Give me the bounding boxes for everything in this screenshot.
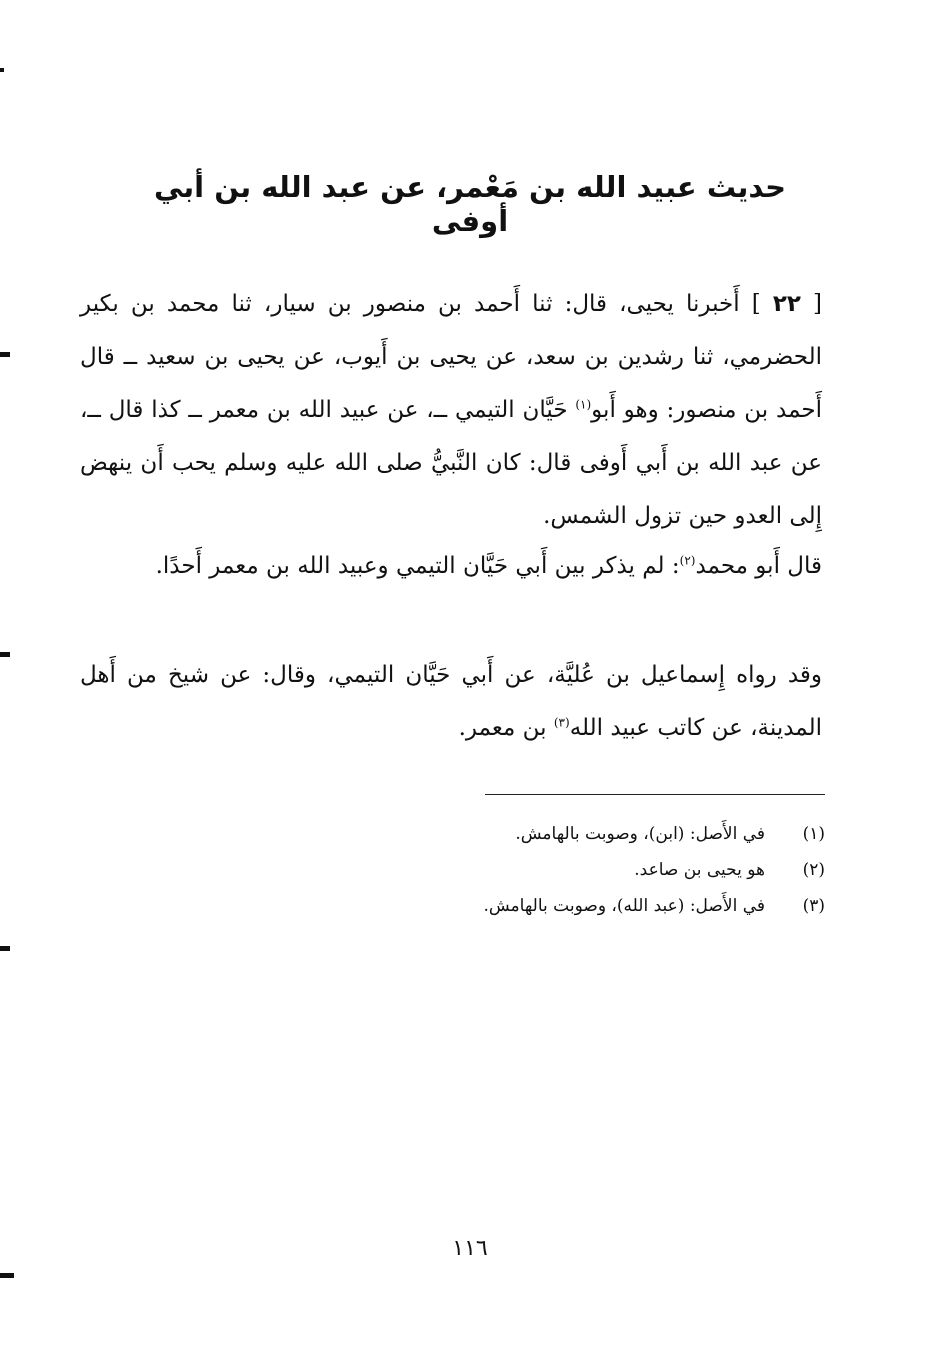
- scan-edge-mark: [0, 352, 10, 357]
- footnote-number: (١): [802, 824, 825, 844]
- footnote-text: في الأَصل: (عبد الله)، وصوبت بالهامش.: [483, 896, 765, 916]
- footnote: [380, 852, 825, 888]
- paragraph-text: أَخبرنا يحيى، قال: ثنا أَحمد بن منصور بن سيار، ثنا محمد بن بكير الحضرمي، ثنا رشدين بن سعد، عن يحيى بن أَيوب، عن يحيى بن سعيد ــ قال أَحمد بن منصور: وهو أَبو: [80, 291, 822, 423]
- footnote-number: (٣): [802, 896, 825, 916]
- scan-edge-mark: [0, 1273, 14, 1278]
- scan-edge-mark: [0, 652, 10, 657]
- paragraph-text: : لم يذكر بين أَبي حَيَّان التيمي وعبيد الله بن معمر أَحدًا.: [155, 553, 680, 579]
- scan-edge-mark: [0, 68, 4, 72]
- paragraph-text: بن معمر.: [458, 715, 554, 741]
- footnotes: [380, 816, 825, 924]
- page-number: ١١٦: [452, 1236, 488, 1261]
- paragraph-text: حَيَّان التيمي ــ، عن عبيد الله بن معمر ــ كذا قال ــ، عن عبد الله بن أَبي أَوفى قال: كان النَّبيُّ صلى الله عليه وسلم يحب أَن ينهض إِلى العدو حين تزول الشمس.: [80, 397, 822, 529]
- footnote-ref: (١): [575, 397, 592, 412]
- footnote-text: هو يحيى بن صاعد.: [634, 860, 765, 880]
- commentary-paragraph: [80, 649, 822, 755]
- scan-edge-mark: [0, 946, 10, 951]
- commentary-paragraph: [80, 540, 822, 593]
- bracket-open: [: [813, 291, 823, 317]
- footnote: [380, 816, 825, 852]
- bracket-close: ]: [751, 291, 761, 317]
- footnote-ref: (٣): [553, 715, 570, 730]
- footnote-ref: (٢): [679, 553, 696, 568]
- paragraph-text: قال أَبو محمد: [695, 553, 822, 579]
- paragraph-text: وقد رواه إِسماعيل بن عُليَّة، عن أَبي حَيَّان التيمي، وقال: عن شيخ من أَهل المدينة، عن كاتب عبيد الله: [80, 662, 822, 741]
- page-title: حديث عبيد الله بن مَعْمر، عن عبد الله بن أبي أوفى: [153, 170, 787, 238]
- footnote-text: في الأَصل: (ابن)، وصوبت بالهامش.: [515, 824, 765, 844]
- hadith-paragraph: [80, 278, 822, 543]
- hadith-number: ٢٢: [772, 291, 801, 317]
- footnote: [380, 888, 825, 924]
- footnote-number: (٢): [802, 860, 825, 880]
- footnote-divider: [485, 794, 825, 795]
